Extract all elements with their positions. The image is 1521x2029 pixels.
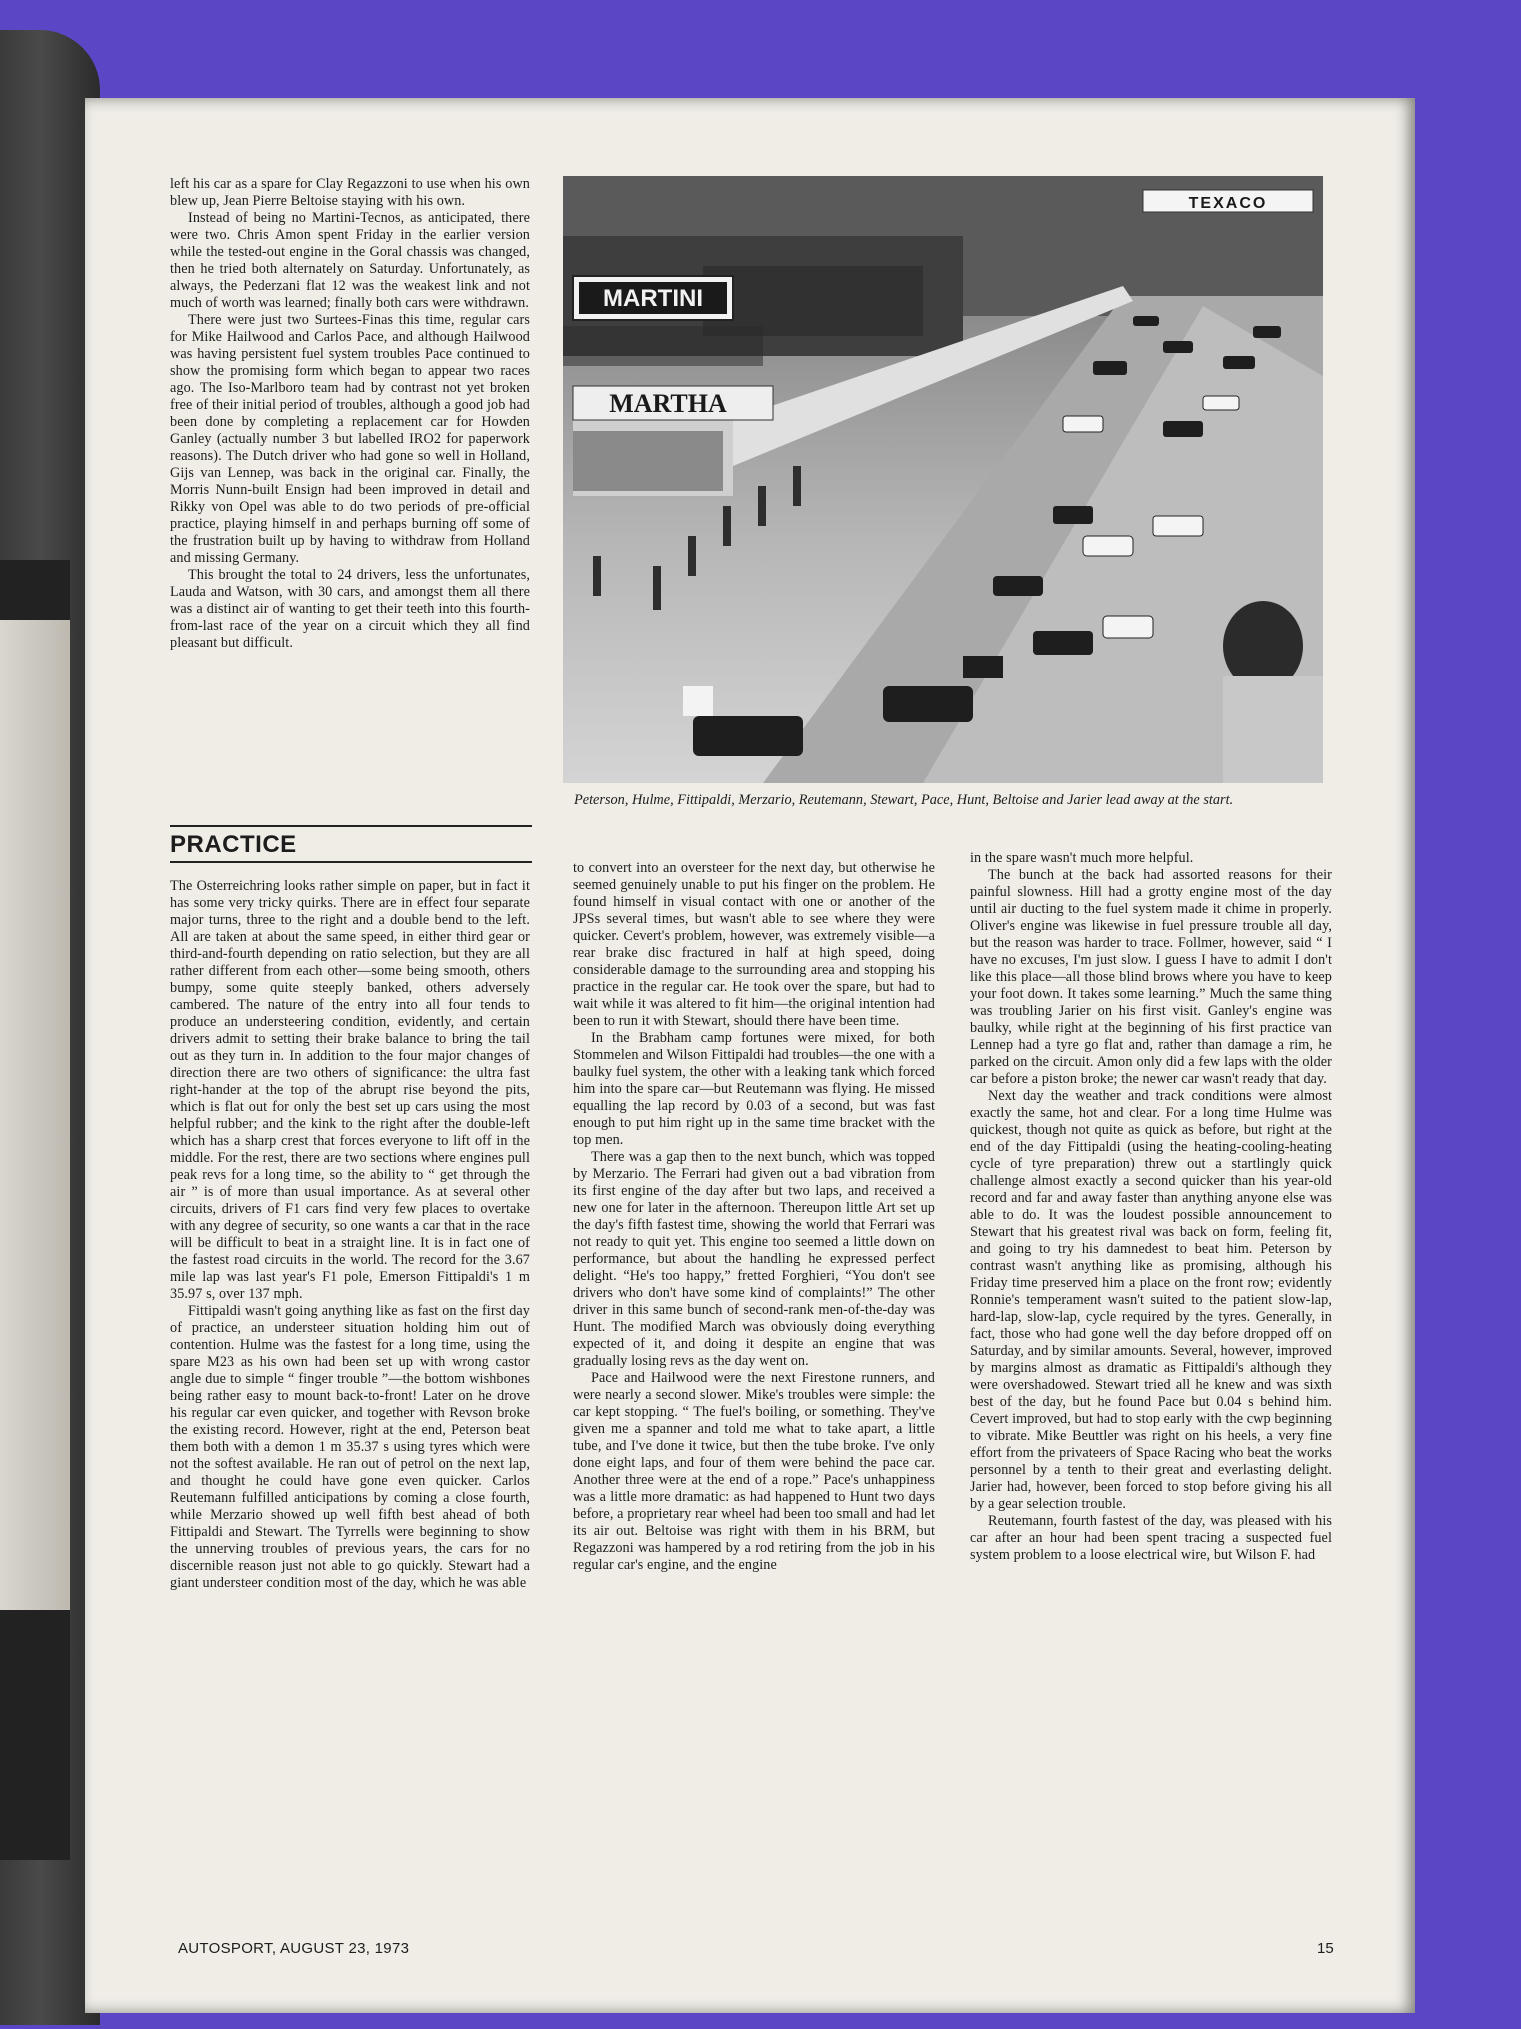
paragraph: Next day the weather and track conditions were almost exactly the same, hot and clear. For a long time Hulme was quickest, though not quite as quick as before, but right at the end of the day Fittipaldi (using the heating-cooling-heating cycle of tyre preparation) threw out a startlingly quick challenge almost exactly a second quicker than his year-old record and far and away faster than anything anyone else was able to do. It was the loudest possible announcement to Stewart that his greatest rival was back on form, feeling fit, and going to try his damnedest to beat him. Peterson by contrast wasn't anything like as promising, although his Friday time preserved him a place on the front row; evidently Ronnie's temperament wasn't suited to the patient slow-lap, hard-lap, slow-lap, cycle required by the tyres. Generally, in fact, those who had gone well the day before dropped off on Saturday, and by similar amounts. Several, however, improved by margins almost as dramatic as Fittipaldi's although they were overshadowed. Stewart tried all he knew and was sixth best of the day, but he found Pace but 0.04 s behind him. Cevert improved, but had to stop early with the cwp beginning to vibrate. Mike Beuttler was right on his heels, a very fine effort from the privateers of Space Racing who beat the works personnel by a tenth to their great and everlasting delight. Jarier had, however, been forced to stop before giving his all by a gear selection trouble.	[970, 1088, 1332, 1512]
paragraph: Pace and Hailwood were the next Firestone runners, and were nearly a second slower. Mike's troubles were simple: the car kept stopping. “ The fuel's boiling, or something. They've given me a spanner and told me what to take apart, a little tube, and I've done it twice, but then the tube broke. I've only done eight laps, and four of them were behind the pace car. Another three were at the end of a rope.” Pace's unhappiness was a little more dramatic: as had happened to Hunt two days before, a proprietary rear wheel had been too small and had let its air out. Beltoise was right with them in his BRM, but Regazzoni was hampered by a rod retiring from the job in his regular car's engine, and the engine	[573, 1370, 935, 1573]
martha-sign-text: MARTHA	[609, 389, 727, 418]
magazine-page	[85, 98, 1415, 2013]
paragraph: The Osterreichring looks rather simple on paper, but in fact it has some very tricky quirks. There are in effect four separate major turns, three to the right and a double bend to the left. All are taken at about the same speed, in either third gear or third-and-fourth depending on ratio selection, but they are all rather different from each other—some being smooth, others bumpy, some quite steeply banked, others adversely cambered. The nature of the entry into all four tends to produce an understeering condition, evidently, and certain drivers admit to setting their brake balance to bring the tail out as they turn in. In addition to the four major changes of direction there are two others of significance: the ultra fast right-hander at the top of the abrupt rise beyond the pits, which is flat out for only the best set up cars using the most helpful rubber; and the kink to the right after the double-left which has a sharp crest that forces everyone to lift off in the middle. For the rest, there are two sections where engines pull peak revs for a long time, so the ability to “ get through the air ” is of more than usual importance. As at several other circuits, drivers of F1 cars find very few places to overtake with any degree of security, so one wants a car that in the race will be difficult to beat in a straight line. It is in fact one of the fastest road circuits in the world. The record for the 3.67 mile lap was last year's F1 pole, Emerson Fittipaldi's 1 m 35.97 s, over 137 mph.	[170, 878, 530, 1302]
paragraph: Fittipaldi wasn't going anything like as fast on the first day of practice, an understeer situation holding him out of contention. Hulme was the fastest for a long time, using the spare M23 as his own had been set up with wrong castor angle due to simple “ finger trouble ”—the bottom wishbones being rather easy to mount back-to-front! Later on he drove his regular car even quicker, and together with Revson broke the existing record. However, right at the end, Peterson beat them both with a demon 1 m 35.37 s using tyres which were not the softest available. He ran out of petrol on the next lap, and thought he could have gone even quicker. Carlos Reutemann fulfilled anticipations by coming a close fourth, while Merzario showed up well fifth best ahead of both Fittipaldi and Stewart. The Tyrrells were beginning to show the unnerving troubles of previous years, the cars for no discernible reason just not able to go quickly. Stewart had a giant understeer condition most of the day, which he was able	[170, 1303, 530, 1591]
publication-footer: AUTOSPORT, AUGUST 23, 1973	[178, 1940, 410, 1957]
race-start-photo	[563, 176, 1323, 783]
section-heading: PRACTICE	[170, 825, 532, 863]
paragraph: There was a gap then to the next bunch, which was topped by Merzario. The Ferrari had given out a bad vibration from its first engine of the day after but two laps, and received a new one for later in the afternoon. Thereupon little Art set up the day's fifth fastest time, showing the world that Ferrari was not ready to quit yet. This engine too seemed a little down on performance, but about the handling he expressed perfect delight. “He's too happy,” fretted Forghieri, “You don't see drivers who don't have some kind of complaints!” The other driver in this same bunch of second-rank men-of-the-day was Hunt. The modified March was obviously doing everything expected of it, and doing it despite an engine that was gradually losing revs as the day went on.	[573, 1149, 935, 1369]
paragraph: In the Brabham camp fortunes were mixed, for both Stommelen and Wilson Fittipaldi had troubles—the one with a baulky fuel system, the other with a leaking tank which forced him into the spare car—but Reutemann was flying. He missed equalling the lap record by 0.03 of a second, but was fast enough to put him right up in the same time bracket with the top men.	[573, 1030, 935, 1148]
paragraph: The bunch at the back had assorted reasons for their painful slowness. Hill had a grotty engine most of the day until air ducting to the fuel system made it chime in properly. Oliver's engine was likewise in fuel pressure trouble all day, but the reason was harder to trace. Follmer, however, said “ I have no excuses, I'm just slow. I guess I have to admit I don't like this place—all those blind brows where you have to keep your foot down. It takes some learning.” Much the same thing was troubling Jarier on his first visit. Ganley's engine was baulky, while right at the beginning of his first practice van Lennep had a tyre go flat and, rather than damage a rim, he parked on the circuit. Amon only did a few laps with the older car before a piston broke; the newer car wasn't ready that day.	[970, 867, 1332, 1087]
paragraph: to convert into an oversteer for the next day, but otherwise he seemed genuinely unable to put his finger on the problem. He found himself in visual contact with one or another of the JPSs several times, but wasn't able to see where they were quicker. Cevert's problem, however, was extremely visible—a rear brake disc fractured in half at high speed, doing considerable damage to the surrounding area and stopping his practice in the regular car. He took over the spare, but had to wait while it was altered to fit him—the original intention had been to run it with Stewart, should there have been time.	[573, 860, 935, 1029]
previous-page-edge	[0, 560, 70, 1860]
paragraph: left his car as a spare for Clay Regazzoni to use when his own blew up, Jean Pierre Beltoise staying with his own.	[170, 176, 530, 209]
texaco-sign-text: TEXACO	[1188, 195, 1268, 212]
martini-sign-text: MARTINI	[603, 285, 703, 312]
paragraph: This brought the total to 24 drivers, less the unfortunates, Lauda and Watson, with 30 cars, and amongst them all there was a distinct air of wanting to get their teeth into this fourth-from-last race of the year on a circuit which they all find pleasant but difficult.	[170, 567, 530, 651]
race-start-illustration	[563, 176, 1323, 783]
column-2	[573, 860, 935, 1574]
page-number: 15	[1317, 1940, 1334, 1957]
column-1-top	[170, 176, 530, 652]
column-1-bottom	[170, 878, 530, 1592]
column-3	[970, 850, 1332, 1564]
paragraph: Instead of being no Martini-Tecnos, as anticipated, there were two. Chris Amon spent Friday in the earlier version while the tested-out engine in the Goral chassis was changed, then he tried both alternately on Saturday. Unfortunately, as always, the Pederzani flat 12 was the weakest link and not much of worth was learned; finally both cars were withdrawn.	[170, 210, 530, 311]
paragraph: in the spare wasn't much more helpful.	[970, 850, 1194, 866]
paragraph: Reutemann, fourth fastest of the day, was pleased with his car after an hour had been spent tracing a suspected fuel system problem to a loose electrical wire, but Wilson F. had	[970, 1513, 1332, 1563]
photo-caption: Peterson, Hulme, Fittipaldi, Merzario, Reutemann, Stewart, Pace, Hunt, Beltoise and Jarier lead away at the start.	[574, 792, 1234, 808]
paragraph: There were just two Surtees-Finas this time, regular cars for Mike Hailwood and Carlos Pace, and although Hailwood was having persistent fuel system troubles Pace continued to show the promising form which began to appear two races ago. The Iso-Marlboro team had by contrast not yet broken free of their initial period of troubles, although a good job had been done by completing a replacement car for Howden Ganley (actually number 3 but labelled IRO2 for paperwork reasons). The Dutch driver who had gone so well in Holland, Gijs van Lennep, was back in the original car. Finally, the Morris Nunn-built Ensign had been improved in detail and Rikky von Opel was able to do two periods of pre-official practice, playing himself in and perhaps burning off some of the frustration built up by having to withdraw from Holland and missing Germany.	[170, 312, 530, 566]
